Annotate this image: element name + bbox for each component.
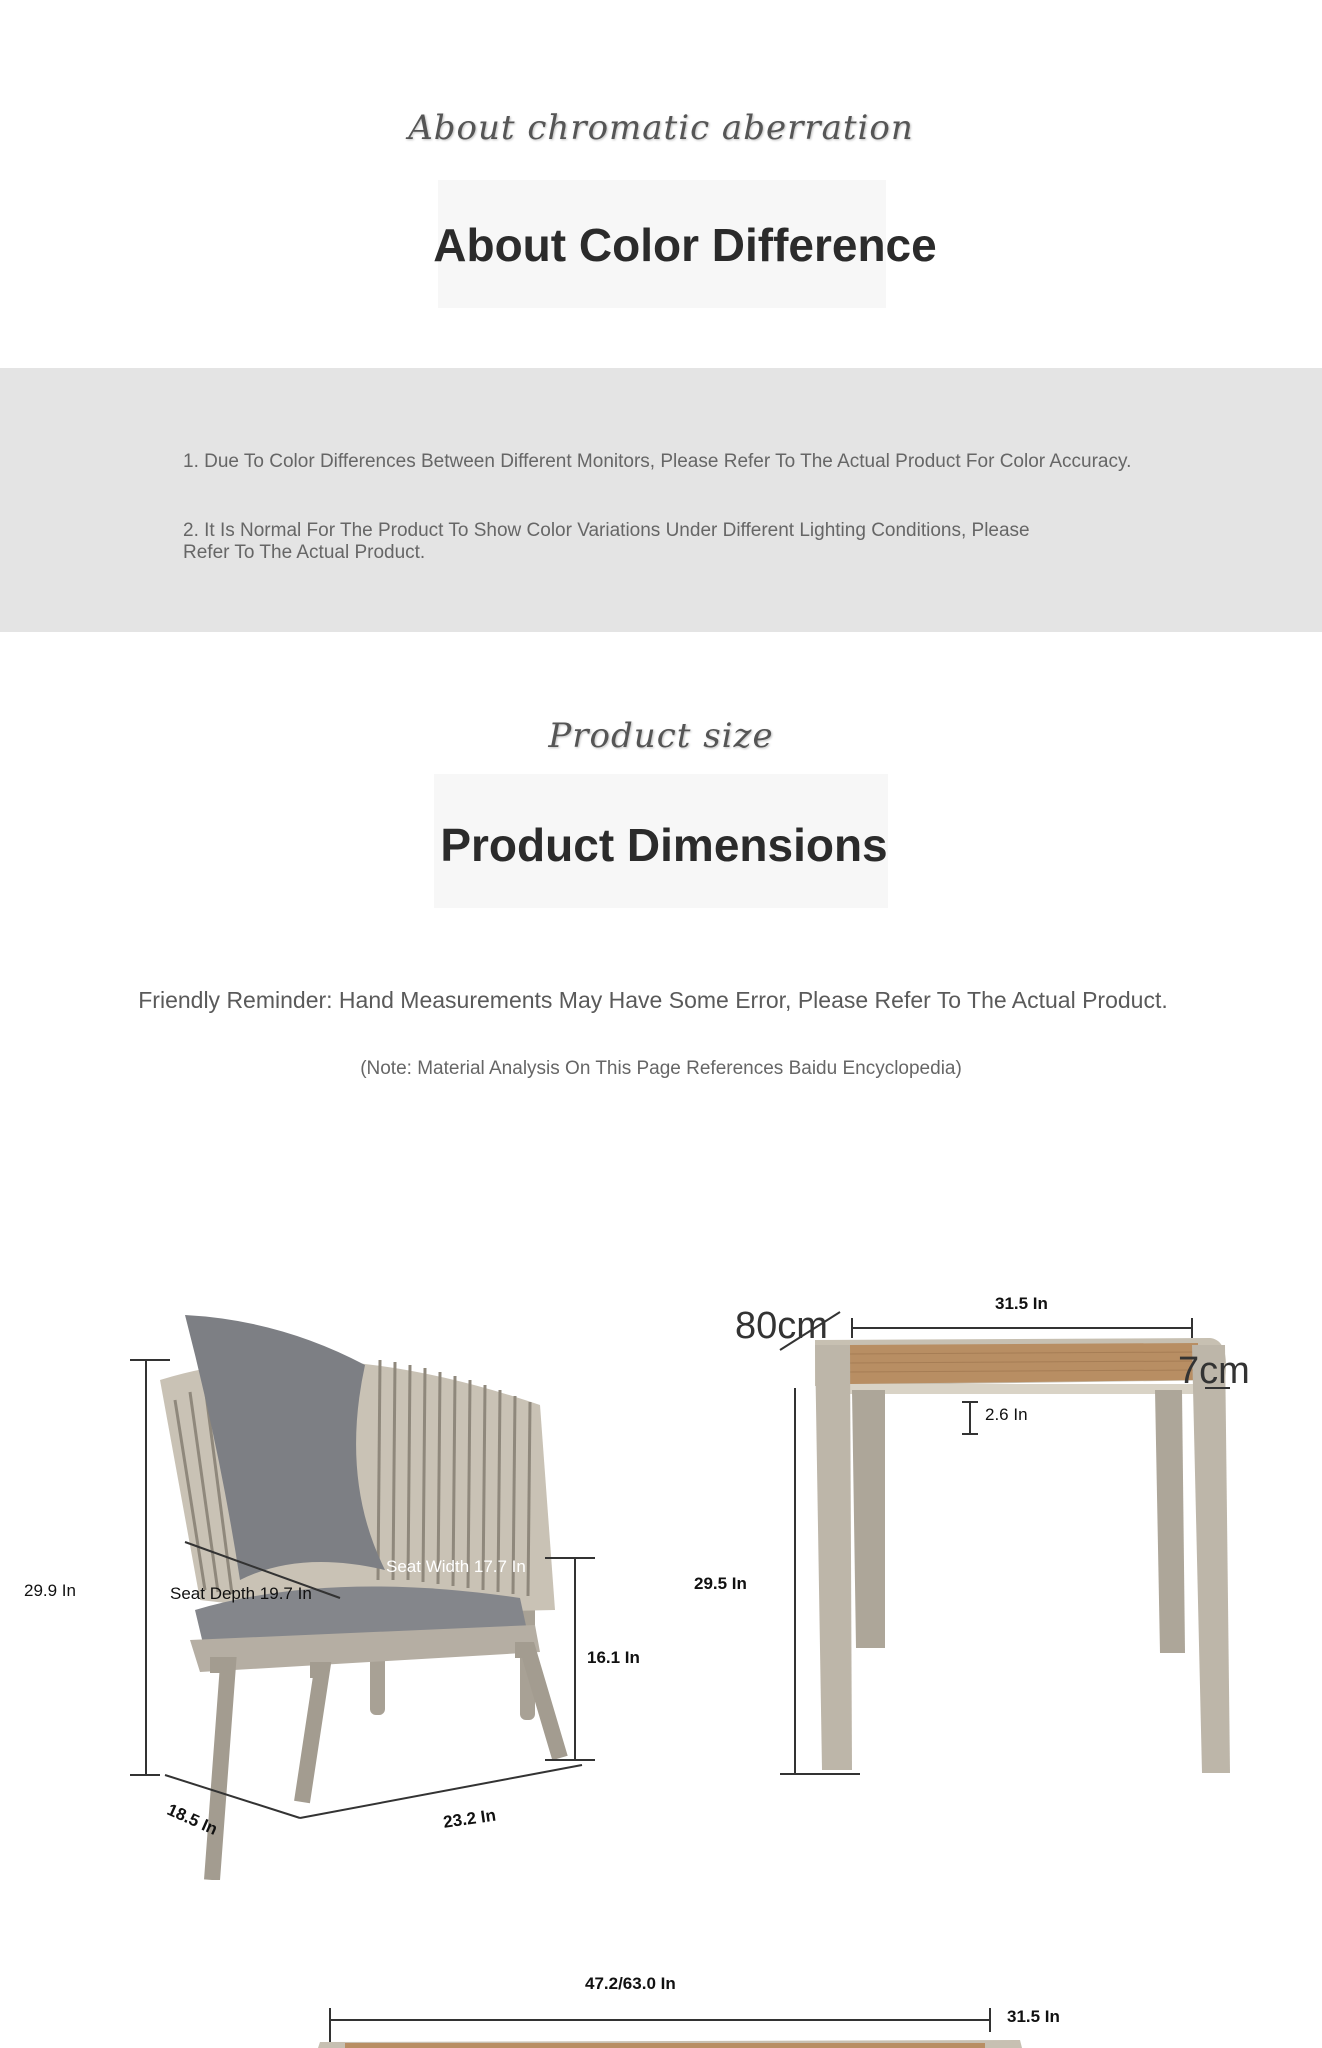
measurement-reminder: Friendly Reminder: Hand Measurements May Have Some Error, Please Refer To The Actual Product. [138,987,1168,1013]
square-table-width-label: 31.5 In [995,1294,1048,1313]
chair-illustration [0,1280,680,1880]
square-table-image-label-7cm: 7cm [1178,1350,1250,1392]
chair-seat-width-label: Seat Width 17.7 In [386,1557,526,1576]
chair-seat-depth-label: Seat Depth 19.7 In [170,1584,312,1603]
square-table-image-label-80cm: 80cm [735,1305,828,1347]
color-note-2-line-2: Refer To The Actual Product. [183,542,426,563]
chair-depth-label: 18.5 In [164,1800,221,1839]
long-table-illustration [300,2000,1100,2048]
square-table-top-thickness-label: 2.6 In [985,1405,1028,1424]
chair-width-label: 23.2 In [442,1805,498,1832]
section-heading: Product Dimensions [440,819,888,871]
color-note-2 [183,520,1143,564]
material-note: (Note: Material Analysis On This Page References Baidu Encyclopedia) [360,1058,962,1079]
long-table-length-label: 47.2/63.0 In [585,1974,676,1993]
color-note-2-line-1: 2. It Is Normal For The Product To Show Color Variations Under Different Lighting Conditions, Please [183,520,1030,541]
section-heading: About Color Difference [433,219,937,271]
section-script-title: About chromatic aberration [408,108,914,148]
square-table-height-label: 29.5 In [694,1574,747,1593]
chair-height-label: 29.9 In [24,1581,76,1600]
chair-seat-height-label: 16.1 In [587,1648,640,1667]
color-notes-band [0,368,1322,632]
color-note-1: 1. Due To Color Differences Between Different Monitors, Please Refer To The Actual Product For Color Accuracy. [183,451,1132,472]
long-table-width-label: 31.5 In [1007,2007,1060,2026]
section-script-title: Product size [548,716,774,756]
